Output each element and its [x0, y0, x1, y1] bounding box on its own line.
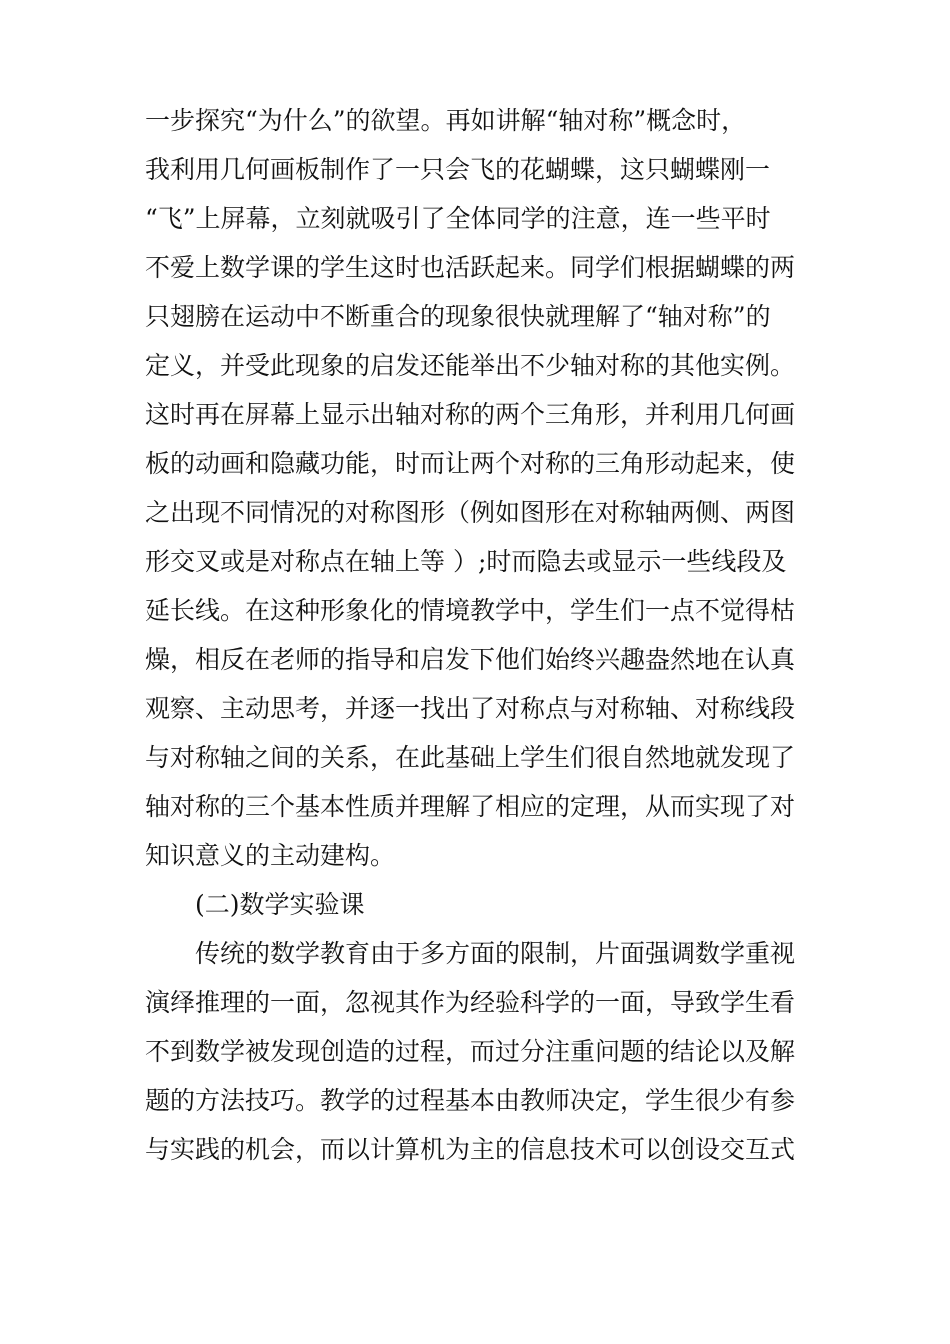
paragraph-line: 题的方法技巧。教学的过程基本由教师决定，学生很少有参 [145, 1086, 796, 1115]
paragraph-line: 之出现不同情况的对称图形（例如图形在对称轴两侧、两图 [145, 498, 796, 527]
paragraph-line: 演绎推理的一面，忽视其作为经验科学的一面，导致学生看 [145, 988, 796, 1017]
section-heading: (二)数学实验课 [195, 890, 365, 919]
paragraph-line: 燥，相反在老师的指导和启发下他们始终兴趣盎然地在认真 [145, 645, 796, 674]
paragraph-line: 一步探究“为什么”的欲望。再如讲解“轴对称”概念时， [145, 106, 747, 135]
paragraph-line: 不爱上数学课的学生这时也活跃起来。同学们根据蝴蝶的两 [145, 253, 796, 282]
paragraph-line: 形交叉或是对称点在轴上等 ）;时而隐去或显示一些线段及 [145, 547, 787, 576]
paragraph-line: 板的动画和隐藏功能，时而让两个对称的三角形动起来，使 [145, 449, 796, 478]
paragraph-line: 这时再在屏幕上显示出轴对称的两个三角形，并利用几何画 [145, 400, 796, 429]
paragraph-line: 与实践的机会，而以计算机为主的信息技术可以创设交互式 [145, 1135, 796, 1164]
paragraph-line: 延长线。在这种形象化的情境教学中，学生们一点不觉得枯 [145, 596, 796, 625]
paragraph-line: “飞”上屏幕，立刻就吸引了全体同学的注意，连一些平时 [145, 204, 771, 233]
paragraph-line: 定义，并受此现象的启发还能举出不少轴对称的其他实例。 [145, 351, 796, 380]
paragraph-line: 不到数学被发现创造的过程，而过分注重问题的结论以及解 [145, 1037, 796, 1066]
paragraph-line: 知识意义的主动建构。 [145, 841, 396, 870]
paragraph-line: 只翅膀在运动中不断重合的现象很快就理解了“轴对称”的 [145, 302, 771, 331]
paragraph-line: 轴对称的三个基本性质并理解了相应的定理，从而实现了对 [145, 792, 796, 821]
paragraph-line: 与对称轴之间的关系，在此基础上学生们很自然地就发现了 [145, 743, 796, 772]
paragraph-line: 观察、主动思考，并逐一找出了对称点与对称轴、对称线段 [145, 694, 796, 723]
paragraph-line: 我利用几何画板制作了一只会飞的花蝴蝶，这只蝴蝶刚一 [145, 155, 771, 184]
paragraph-line: 传统的数学教育由于多方面的限制，片面强调数学重视 [195, 939, 796, 968]
